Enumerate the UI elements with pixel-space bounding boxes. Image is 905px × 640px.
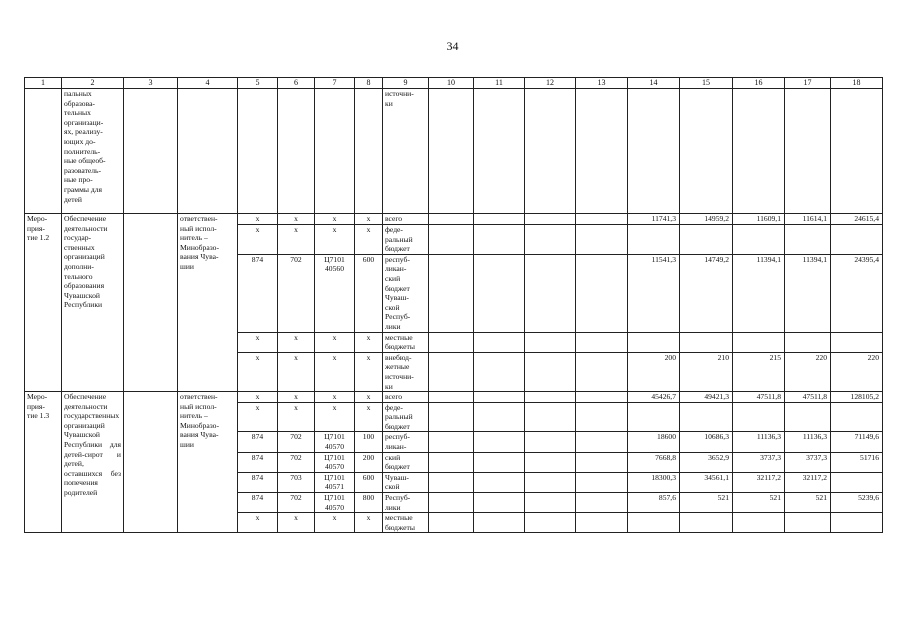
value-cell: 24615,4: [831, 214, 883, 225]
header-cell: 13: [576, 78, 628, 89]
code-cell: x: [315, 352, 355, 391]
value-cell: 47511,8: [785, 392, 831, 403]
value-cell: 49421,3: [680, 392, 733, 403]
code-cell: x: [355, 332, 383, 352]
value-cell: 14959,2: [680, 214, 733, 225]
value-cell: 24395,4: [831, 254, 883, 332]
header-cell: 4: [178, 78, 238, 89]
value-cell: 32117,2: [785, 472, 831, 492]
value-cell: [733, 513, 785, 533]
header-cell: 5: [238, 78, 278, 89]
header-cell: 2: [62, 78, 124, 89]
funding-source-cell: Респуб- лики: [383, 493, 429, 513]
value-cell: [831, 332, 883, 352]
value-cell: [785, 402, 831, 432]
header-cell: 6: [278, 78, 315, 89]
value-cell: 220: [785, 352, 831, 391]
code-cell: x: [238, 352, 278, 391]
value-cell: 11609,1: [733, 214, 785, 225]
value-cell: 3652,9: [680, 452, 733, 472]
code-cell: 600: [355, 254, 383, 332]
activity-label-cell: Меро- прия- тие 1.2: [25, 214, 62, 392]
header-cell: 3: [124, 78, 178, 89]
value-cell: 47511,8: [733, 392, 785, 403]
value-cell: 10686,3: [680, 432, 733, 452]
code-cell: 874: [238, 472, 278, 492]
code-cell: x: [315, 225, 355, 255]
code-cell: Ц7101 40570: [315, 432, 355, 452]
funding-source-cell: всего: [383, 214, 429, 225]
value-cell: 3737,3: [785, 452, 831, 472]
value-cell: [785, 225, 831, 255]
value-cell: 128105,2: [831, 392, 883, 403]
code-cell: x: [355, 513, 383, 533]
funding-source-cell: респуб- ликан-: [383, 432, 429, 452]
code-cell: x: [278, 513, 315, 533]
value-cell: 3737,3: [733, 452, 785, 472]
header-cell: 12: [525, 78, 576, 89]
value-cell: 45426,7: [628, 392, 680, 403]
header-cell: 10: [429, 78, 474, 89]
funding-source-cell: Чуваш- ской: [383, 472, 429, 492]
header-cell: 18: [831, 78, 883, 89]
header-cell: 9: [383, 78, 429, 89]
code-cell: x: [315, 332, 355, 352]
header-cell: 14: [628, 78, 680, 89]
value-cell: 11136,3: [785, 432, 831, 452]
value-cell: 32117,2: [733, 472, 785, 492]
value-cell: [628, 225, 680, 255]
code-cell: x: [355, 392, 383, 403]
value-cell: [831, 225, 883, 255]
code-cell: 874: [238, 432, 278, 452]
code-cell: x: [315, 513, 355, 533]
value-cell: [785, 513, 831, 533]
value-cell: 521: [680, 493, 733, 513]
code-cell: 100: [355, 432, 383, 452]
value-cell: 11541,3: [628, 254, 680, 332]
code-cell: x: [238, 225, 278, 255]
funding-source-cell: ский бюджет: [383, 452, 429, 472]
continuation-row: [25, 89, 883, 214]
header-cell: 17: [785, 78, 831, 89]
executor-cell: ответствен- ный испол- нитель – Минобразо- вания Чува- шии: [178, 392, 238, 533]
header-cell: 7: [315, 78, 355, 89]
activity-name-cell: Обеспечение деятельности государ- ственных организаций дополни- тельного образования Чувашской Республики: [62, 214, 124, 392]
code-cell: x: [355, 352, 383, 391]
value-cell: 11394,1: [785, 254, 831, 332]
header-cell: 8: [355, 78, 383, 89]
activity-name-cell: пальных образова- тельных организаци- ях, реализу- ющих до- полнитель- ные общеоб- разователь- ные про- граммы для детей: [62, 89, 124, 214]
code-cell: 703: [278, 472, 315, 492]
value-cell: [680, 225, 733, 255]
code-cell: x: [355, 225, 383, 255]
header-row: [25, 78, 883, 89]
code-cell: Ц7101 40571: [315, 472, 355, 492]
executor-cell: ответствен- ный испол- нитель – Минобразо- вания Чува- шии: [178, 214, 238, 392]
header-cell: 11: [474, 78, 525, 89]
code-cell: x: [278, 352, 315, 391]
code-cell: x: [278, 402, 315, 432]
code-cell: 800: [355, 493, 383, 513]
value-cell: [785, 332, 831, 352]
code-cell: 874: [238, 254, 278, 332]
value-cell: [831, 402, 883, 432]
value-cell: 857,6: [628, 493, 680, 513]
code-cell: x: [238, 402, 278, 432]
code-cell: x: [238, 332, 278, 352]
header-cell: 15: [680, 78, 733, 89]
value-cell: 51716: [831, 452, 883, 472]
code-cell: 702: [278, 452, 315, 472]
code-cell: 702: [278, 493, 315, 513]
funding-source-cell: источни- ки: [383, 89, 429, 214]
value-cell: 14749,2: [680, 254, 733, 332]
funding-source-cell: внебюд- жетные источни- ки: [383, 352, 429, 391]
value-cell: [733, 332, 785, 352]
code-cell: x: [355, 214, 383, 225]
code-cell: Ц7101 40560: [315, 254, 355, 332]
value-cell: 521: [733, 493, 785, 513]
value-cell: 200: [628, 352, 680, 391]
value-cell: 5239,6: [831, 493, 883, 513]
code-cell: 874: [238, 452, 278, 472]
code-cell: 702: [278, 432, 315, 452]
value-cell: 11136,3: [733, 432, 785, 452]
code-cell: Ц7101 40570: [315, 493, 355, 513]
value-cell: 11741,3: [628, 214, 680, 225]
code-cell: x: [355, 402, 383, 432]
value-cell: [628, 402, 680, 432]
table-row: [25, 392, 883, 403]
code-cell: x: [315, 214, 355, 225]
value-cell: 215: [733, 352, 785, 391]
value-cell: 18600: [628, 432, 680, 452]
code-cell: x: [278, 214, 315, 225]
code-cell: x: [238, 214, 278, 225]
funding-source-cell: всего: [383, 392, 429, 403]
code-cell: Ц7101 40570: [315, 452, 355, 472]
value-cell: 18300,3: [628, 472, 680, 492]
value-cell: [831, 472, 883, 492]
value-cell: 210: [680, 352, 733, 391]
value-cell: [733, 402, 785, 432]
funding-source-cell: респуб- ликан- ский бюджет Чуваш- ской Респуб- лики: [383, 254, 429, 332]
code-cell: x: [238, 392, 278, 403]
value-cell: 11614,1: [785, 214, 831, 225]
code-cell: 600: [355, 472, 383, 492]
funding-source-cell: феде- ральный бюджет: [383, 225, 429, 255]
code-cell: x: [278, 225, 315, 255]
value-cell: [680, 513, 733, 533]
value-cell: 7668,8: [628, 452, 680, 472]
code-cell: 874: [238, 493, 278, 513]
page-number: 34: [446, 39, 459, 53]
code-cell: x: [278, 332, 315, 352]
funding-source-cell: феде- ральный бюджет: [383, 402, 429, 432]
value-cell: 521: [785, 493, 831, 513]
value-cell: 71149,6: [831, 432, 883, 452]
value-cell: [628, 332, 680, 352]
code-cell: x: [315, 402, 355, 432]
code-cell: x: [278, 392, 315, 403]
funding-source-cell: местные бюджеты: [383, 332, 429, 352]
value-cell: [831, 513, 883, 533]
code-cell: 200: [355, 452, 383, 472]
value-cell: 11394,1: [733, 254, 785, 332]
activity-name-cell: Обеспечение деятельности государственных организаций Чувашской Республики для детей-сирот и детей, оставшихся без попечения родителей: [62, 392, 124, 533]
budget-table: [24, 77, 883, 533]
code-cell: x: [315, 392, 355, 403]
value-cell: 220: [831, 352, 883, 391]
value-cell: [628, 513, 680, 533]
value-cell: [680, 402, 733, 432]
code-cell: x: [238, 513, 278, 533]
value-cell: 34561,1: [680, 472, 733, 492]
value-cell: [733, 225, 785, 255]
code-cell: 702: [278, 254, 315, 332]
header-cell: 1: [25, 78, 62, 89]
header-cell: 16: [733, 78, 785, 89]
activity-label-cell: Меро- прия- тие 1.3: [25, 392, 62, 533]
table-row: [25, 214, 883, 225]
funding-source-cell: местные бюджеты: [383, 513, 429, 533]
value-cell: [680, 332, 733, 352]
